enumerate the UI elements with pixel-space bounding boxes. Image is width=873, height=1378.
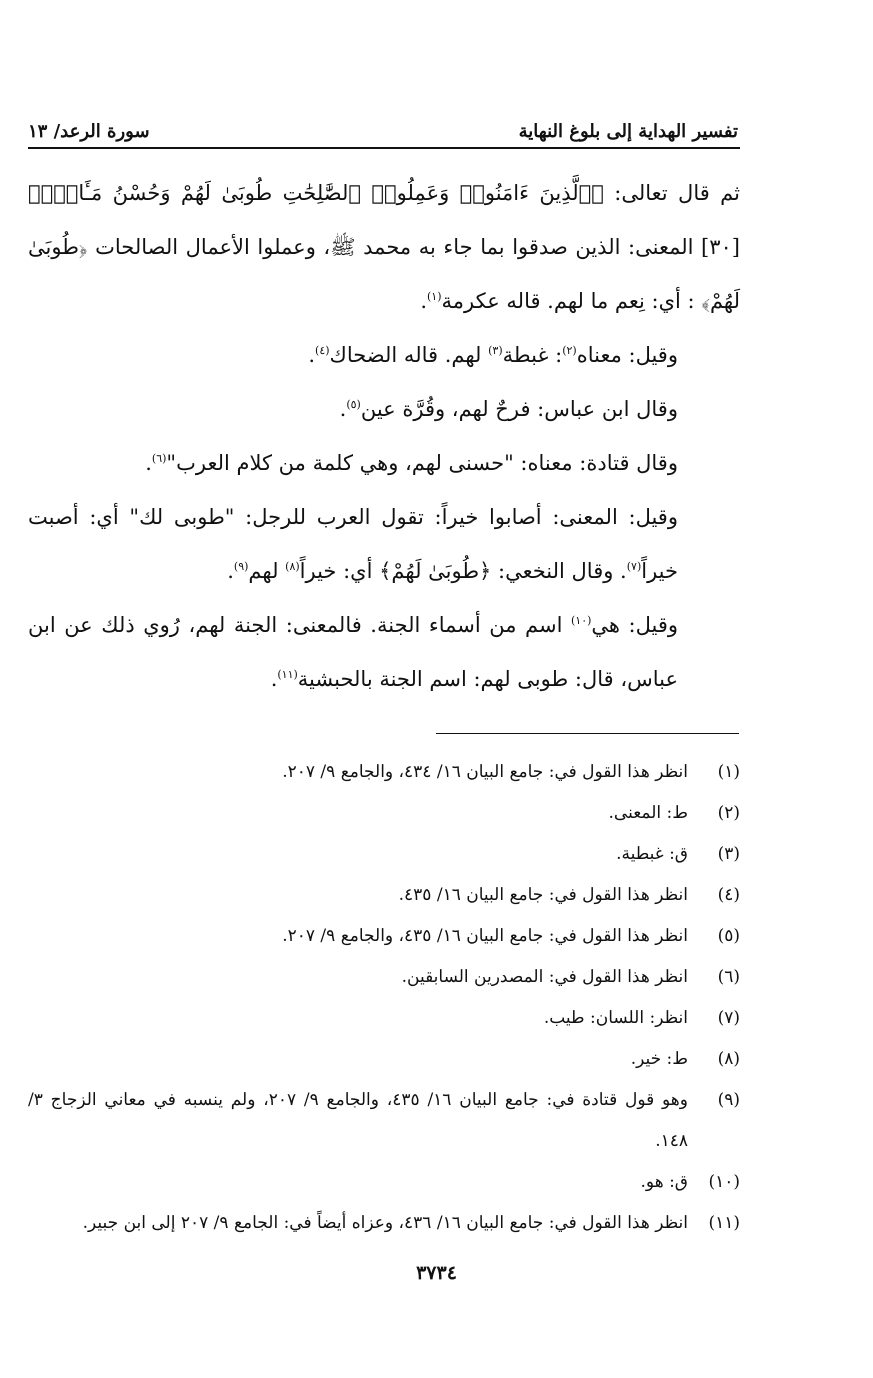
paragraph-2: وقيل: معناه$^{(٢)}$: غبطة$^{(٣)}$ لهم. قاله الضحاك$^{(٤)}$.	[308, 343, 678, 367]
footnote-item	[28, 834, 740, 875]
footnote-ref-10[interactable]: (١٠)	[570, 614, 592, 627]
footnote-item	[28, 1039, 740, 1080]
main-text	[28, 166, 740, 706]
footnote-text: ط: خير.	[630, 1049, 688, 1069]
footnote-number: (٤)	[717, 885, 740, 905]
footnote-text: ق: هو.	[640, 1172, 688, 1192]
footnote-item	[28, 916, 740, 957]
footnote-number: (٣)	[717, 844, 740, 864]
running-header	[28, 110, 738, 142]
footnote-number: (٥)	[717, 926, 740, 946]
footnote-number: (٢)	[717, 803, 740, 823]
paragraph-5: وقيل: المعنى: أصابوا خيراً: تقول العرب للرجل: "طوبى لك" أي: أصبت خيراً$^{(٧)}$. وقال النخعي: ﴿طُوبَىٰ لَهُمْ﴾ أي: خيراً$^{(٨)}$ لهم$^{(٩)}$.	[28, 505, 678, 583]
footnote-item	[28, 1080, 740, 1162]
footnote-text: انظر: اللسان: طيب.	[543, 1008, 688, 1028]
footnote-item	[28, 1203, 740, 1244]
footnote-ref-2[interactable]: (٢)	[562, 344, 577, 357]
book-title: تفسير الهداية إلى بلوغ النهاية	[518, 121, 738, 142]
footnote-ref-8[interactable]: (٨)	[285, 560, 300, 573]
footnotes	[28, 752, 740, 1244]
footnote-number: (١٠)	[708, 1172, 740, 1192]
footnote-ref-9[interactable]: (٩)	[233, 560, 249, 573]
footnote-text: انظر هذا القول في: جامع البيان ١٦/ ٤٣٥، والجامع ٩/ ٢٠٧.	[282, 926, 688, 946]
footnote-number: (٦)	[717, 967, 740, 987]
paragraph-1: ثم قال تعالى: ﴿ٱلَّذِينَ ءَامَنُوا۟ وَعَمِلُوا۟ ٱلصَّٰلِحَٰتِ طُوبَىٰ لَهُمْ وَحُسْنُ مَـَٔابٍۢ﴾ [٣٠] المعنى: الذين صدقوا بما جاء به محمد ﷺ، وعملوا الأعمال الصالحات ﴿طُوبَىٰ لَهُمْ﴾ : أي: نِعم ما لهم. قاله عكرمة$^{(١)}$.	[28, 181, 740, 313]
footnote-item	[28, 793, 740, 834]
footnote-ref-11[interactable]: (١١)	[277, 668, 298, 681]
footnote-text: انظر هذا القول في: جامع البيان ١٦/ ٤٣٥.	[398, 885, 688, 905]
footnote-ref-5[interactable]: (٥)	[346, 398, 361, 411]
footnote-item	[28, 875, 740, 916]
footnote-text: ط: المعنى.	[608, 803, 688, 823]
footnote-text: انظر هذا القول في: جامع البيان ١٦/ ٤٣٤، والجامع ٩/ ٢٠٧.	[282, 762, 688, 782]
paragraph-6: وقيل: هي$^{(١٠)}$ اسم من أسماء الجنة. فالمعنى: الجنة لهم، رُوي ذلك عن ابن عباس، قال: طوبى لهم: اسم الجنة بالحبشية$^{(١١)}$.	[28, 613, 679, 691]
paragraph-4: وقال قتادة: معناه: "حسنى لهم، وهي كلمة من كلام العرب"$^{(٦)}$.	[145, 451, 678, 475]
footnote-number: (٩)	[717, 1090, 740, 1110]
footnote-item	[28, 957, 740, 998]
footnote-item	[28, 1162, 740, 1203]
surah-label: سورة الرعد/ ١٣	[28, 121, 150, 142]
footnote-number: (٨)	[717, 1049, 740, 1069]
footnote-number: (١)	[717, 762, 740, 782]
footnote-text: وهو قول قتادة في: جامع البيان ١٦/ ٤٣٥، والجامع ٩/ ٢٠٧، ولم ينسبه في معاني الزجاج ٣/ ١٤٨.	[28, 1090, 688, 1151]
footnote-text: ق: غبطية.	[616, 844, 688, 864]
footnote-ref-6[interactable]: (٦)	[151, 452, 167, 465]
footnote-number: (٧)	[717, 1008, 740, 1028]
footnote-ref-4[interactable]: (٤)	[315, 344, 330, 357]
footnote-ref-7[interactable]: (٧)	[626, 560, 642, 573]
page-number: ٣٧٣٤	[416, 1262, 457, 1284]
footnote-item	[28, 998, 740, 1039]
footnote-item	[28, 752, 740, 793]
footnote-separator	[436, 733, 739, 734]
footnote-ref-3[interactable]: (٣)	[488, 344, 503, 357]
footnote-text: انظر هذا القول في: المصدرين السابقين.	[401, 967, 688, 987]
footnote-text: انظر هذا القول في: جامع البيان ١٦/ ٤٣٦، وعزاه أيضاً في: الجامع ٩/ ٢٠٧ إلى ابن جبير.	[82, 1213, 688, 1233]
footnote-number: (١١)	[708, 1213, 740, 1233]
header-rule	[28, 147, 740, 149]
paragraph-3: وقال ابن عباس: فرحٌ لهم، وقُرَّة عين$^{(٥)}$.	[339, 397, 678, 421]
footnote-ref-1[interactable]: (١)	[427, 290, 442, 303]
